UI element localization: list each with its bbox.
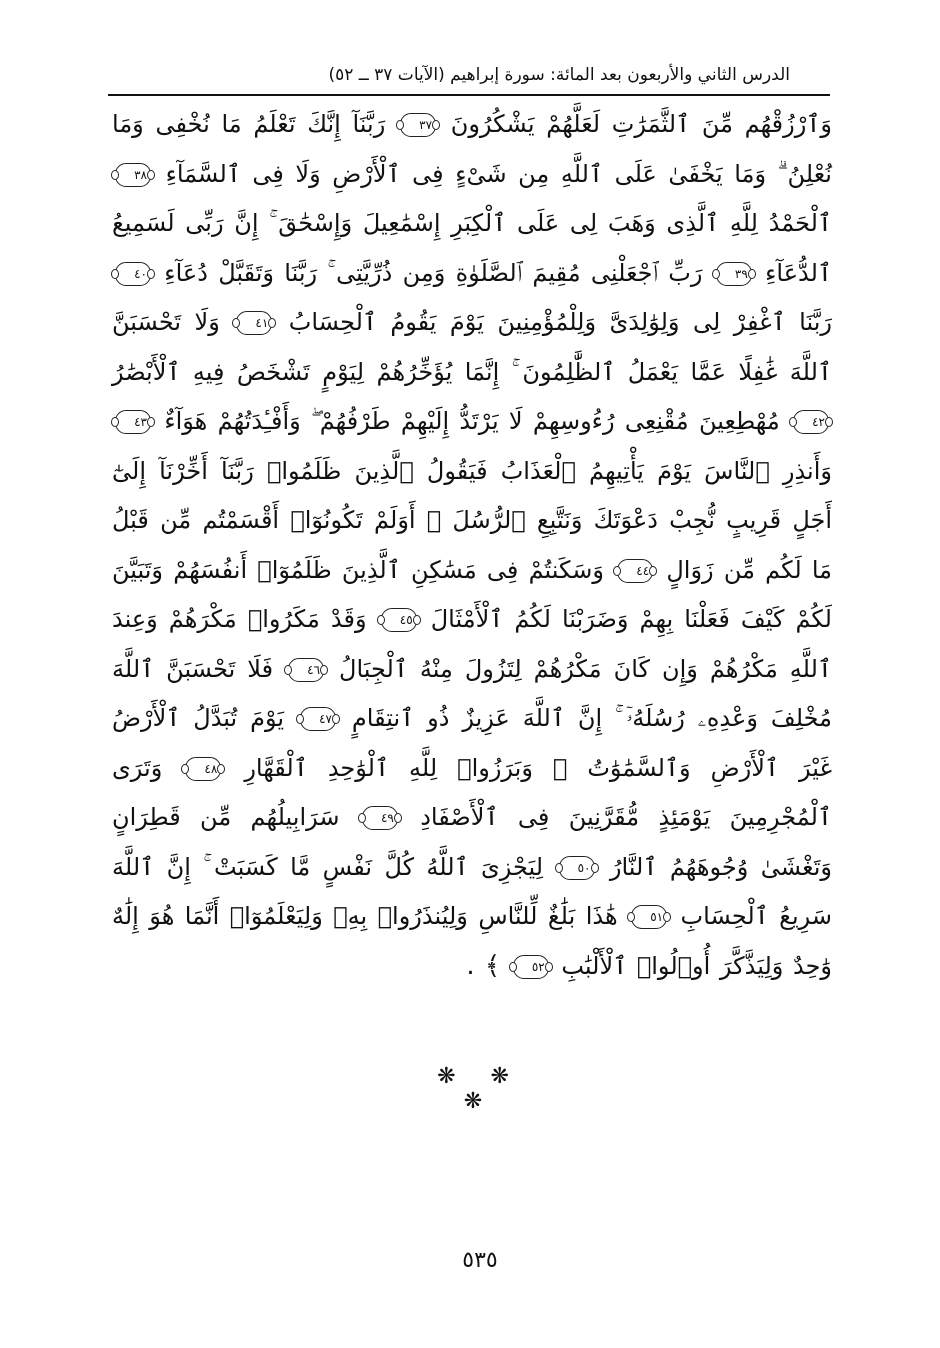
verse-text: رَبَّنَا ٱغْفِرْ لِى وَلِوَٰلِدَىَّ وَلِلْمُؤْمِنِينَ يَوْمَ يَقُومُ ٱلْحِسَابُ [288,308,833,336]
verse-text: وَتَرَى ٱلْمُجْرِمِينَ يَوْمَئِذٍ مُّقَرَّنِينَ فِى ٱلْأَصْفَادِ [112,753,832,831]
ayah-number-marker: ٤٧ [300,707,336,731]
closing-bracket: ﴾ . [466,950,501,981]
verse-text: وَلَا تَحْسَبَنَّ ٱللَّهَ غَٰفِلًا عَمَّا يَعْمَلُ ٱلظَّٰلِمُونَ ۚ إِنَّمَا يُؤَخِّرُهُمْ لِيَوْمٍ تَشْخَصُ فِيهِ ٱلْأَبْصَٰرُ [112,308,832,386]
verse-text: وَقَدْ مَكَرُوا۟ مَكْرَهُمْ وَعِندَ ٱللَّهِ مَكْرُهُمْ وَإِن كَانَ مَكْرُهُمْ لِتَزُولَ مِنْهُ ٱلْجِبَالُ [112,605,832,683]
verse-text: ٱلْحَمْدُ لِلَّهِ ٱلَّذِى وَهَبَ لِى عَلَى ٱلْكِبَرِ إِسْمَٰعِيلَ وَإِسْحَٰقَ ۚ إِنَّ رَبِّى لَسَمِيعُ ٱلدُّعَآءِ [112,209,832,287]
verse-text: هَٰذَا بَلَٰغٌ لِّلنَّاسِ وَلِيُنذَرُوا۟ بِهِۦ وَلِيَعْلَمُوٓا۟ أَنَّمَا هُوَ إِلَٰهٌ وَٰحِدٌ وَلِيَذَّكَّرَ أُو۟لُوا۟ ٱلْأَلْبَٰبِ [112,902,832,980]
ayah-number-marker: ٤٠ [115,262,151,286]
header-rule [108,94,830,96]
verse-text: رَبِّ ٱجْعَلْنِى مُقِيمَ ٱلصَّلَوٰةِ وَمِن ذُرِّيَّتِى ۚ رَبَّنَا وَتَقَبَّلْ دُعَآءِ [164,258,703,287]
ayah-number-marker: ٤٩ [362,806,398,830]
ayah-number-marker: ٤٤ [617,559,653,583]
verse-text: وَسَكَنتُمْ فِى مَسَٰكِنِ ٱلَّذِينَ ظَلَمُوٓا۟ أَنفُسَهُمْ وَتَبَيَّنَ لَكُمْ كَيْفَ فَعَلْنَا بِهِمْ وَضَرَبْنَا لَكُمُ ٱلْأَمْثَالَ [112,555,832,633]
verse-text: لِيَجْزِىَ ٱللَّهُ كُلَّ نَفْسٍ مَّا كَسَبَتْ ۚ إِنَّ ٱللَّهَ سَرِيعُ ٱلْحِسَابِ [112,852,832,930]
ayah-number-marker: ٥٢ [513,955,549,979]
ayah-number-marker: ٤٢ [793,410,829,434]
verse-text: رَبَّنَآ إِنَّكَ تَعْلَمُ مَا نُخْفِى وَمَا نُعْلِنُ ۗ وَمَا يَخْفَىٰ عَلَى ٱللَّهِ مِن شَىْءٍ فِى ٱلْأَرْضِ وَلَا فِى ٱلسَّمَآءِ [112,110,832,188]
verse-text: فَلَا تَحْسَبَنَّ ٱللَّهَ مُخْلِفَ وَعْدِهِۦ رُسُلَهُۥٓ ۚ إِنَّ ٱللَّهَ عَزِيزٌ ذُو ٱنتِقَامٍ [112,654,832,732]
verse-text: سَرَابِيلُهُم مِّن قَطِرَانٍ وَتَغْشَىٰ وُجُوهَهُمُ ٱلنَّارُ [112,803,832,881]
ayah-number-marker: ٣٩ [716,262,752,286]
ayah-number-marker: ٥٠ [559,856,595,880]
ayah-number-marker: ٥١ [631,905,667,929]
ayah-number-marker: ٣٧ [400,113,436,137]
ayah-number-marker: ٤٦ [288,658,324,682]
quran-verses-block [112,100,833,981]
verse-text: مُهْطِعِينَ مُقْنِعِى رُءُوسِهِمْ لَا يَرْتَدُّ إِلَيْهِمْ طَرْفُهُمْ ۖ وَأَفْـِٔدَتُهُمْ هَوَآءٌ [164,407,780,435]
ayah-number-marker: ٤٨ [185,757,221,781]
verse-text: وَأَنذِرِ ٱلنَّاسَ يَوْمَ يَأْتِيهِمُ ٱلْعَذَابُ فَيَقُولُ ٱلَّذِينَ ظَلَمُوا۟ رَبَّنَآ أَخِّرْنَآ إِلَىٰٓ أَجَلٍ قَرِيبٍ نُّجِبْ دَعْوَتَكَ وَنَتَّبِعِ ٱلرُّسُلَ ۗ أَوَلَمْ تَكُونُوٓا۟ أَقْسَمْتُم مِّن قَبْلُ مَا لَكُم مِّن زَوَالٍ [112,456,832,584]
section-separator: ❋ ❋ ❋ [437,1064,523,1114]
ayah-number-marker: ٣٨ [115,163,151,187]
verse-text: وَٱرْزُقْهُم مِّنَ ٱلثَّمَرَٰتِ لَعَلَّهُمْ يَشْكُرُونَ [450,110,832,138]
ayah-number-marker: ٤٥ [381,608,417,632]
ayah-number-marker: ٤١ [236,311,272,335]
verse-text: يَوْمَ تُبَدَّلُ ٱلْأَرْضُ غَيْرَ ٱلْأَرْضِ وَٱلسَّمَٰوَٰتُ ۖ وَبَرَزُوا۟ لِلَّهِ ٱلْوَٰحِدِ ٱلْقَهَّارِ [112,704,832,782]
running-header: الدرس الثاني والأربعون بعد المائة: سورة إبراهيم (الآيات ٣٧ ــ ٥٢) [328,65,790,85]
page-number: ٥٣٥ [462,1248,498,1273]
ayah-number-marker: ٤٣ [115,410,151,434]
